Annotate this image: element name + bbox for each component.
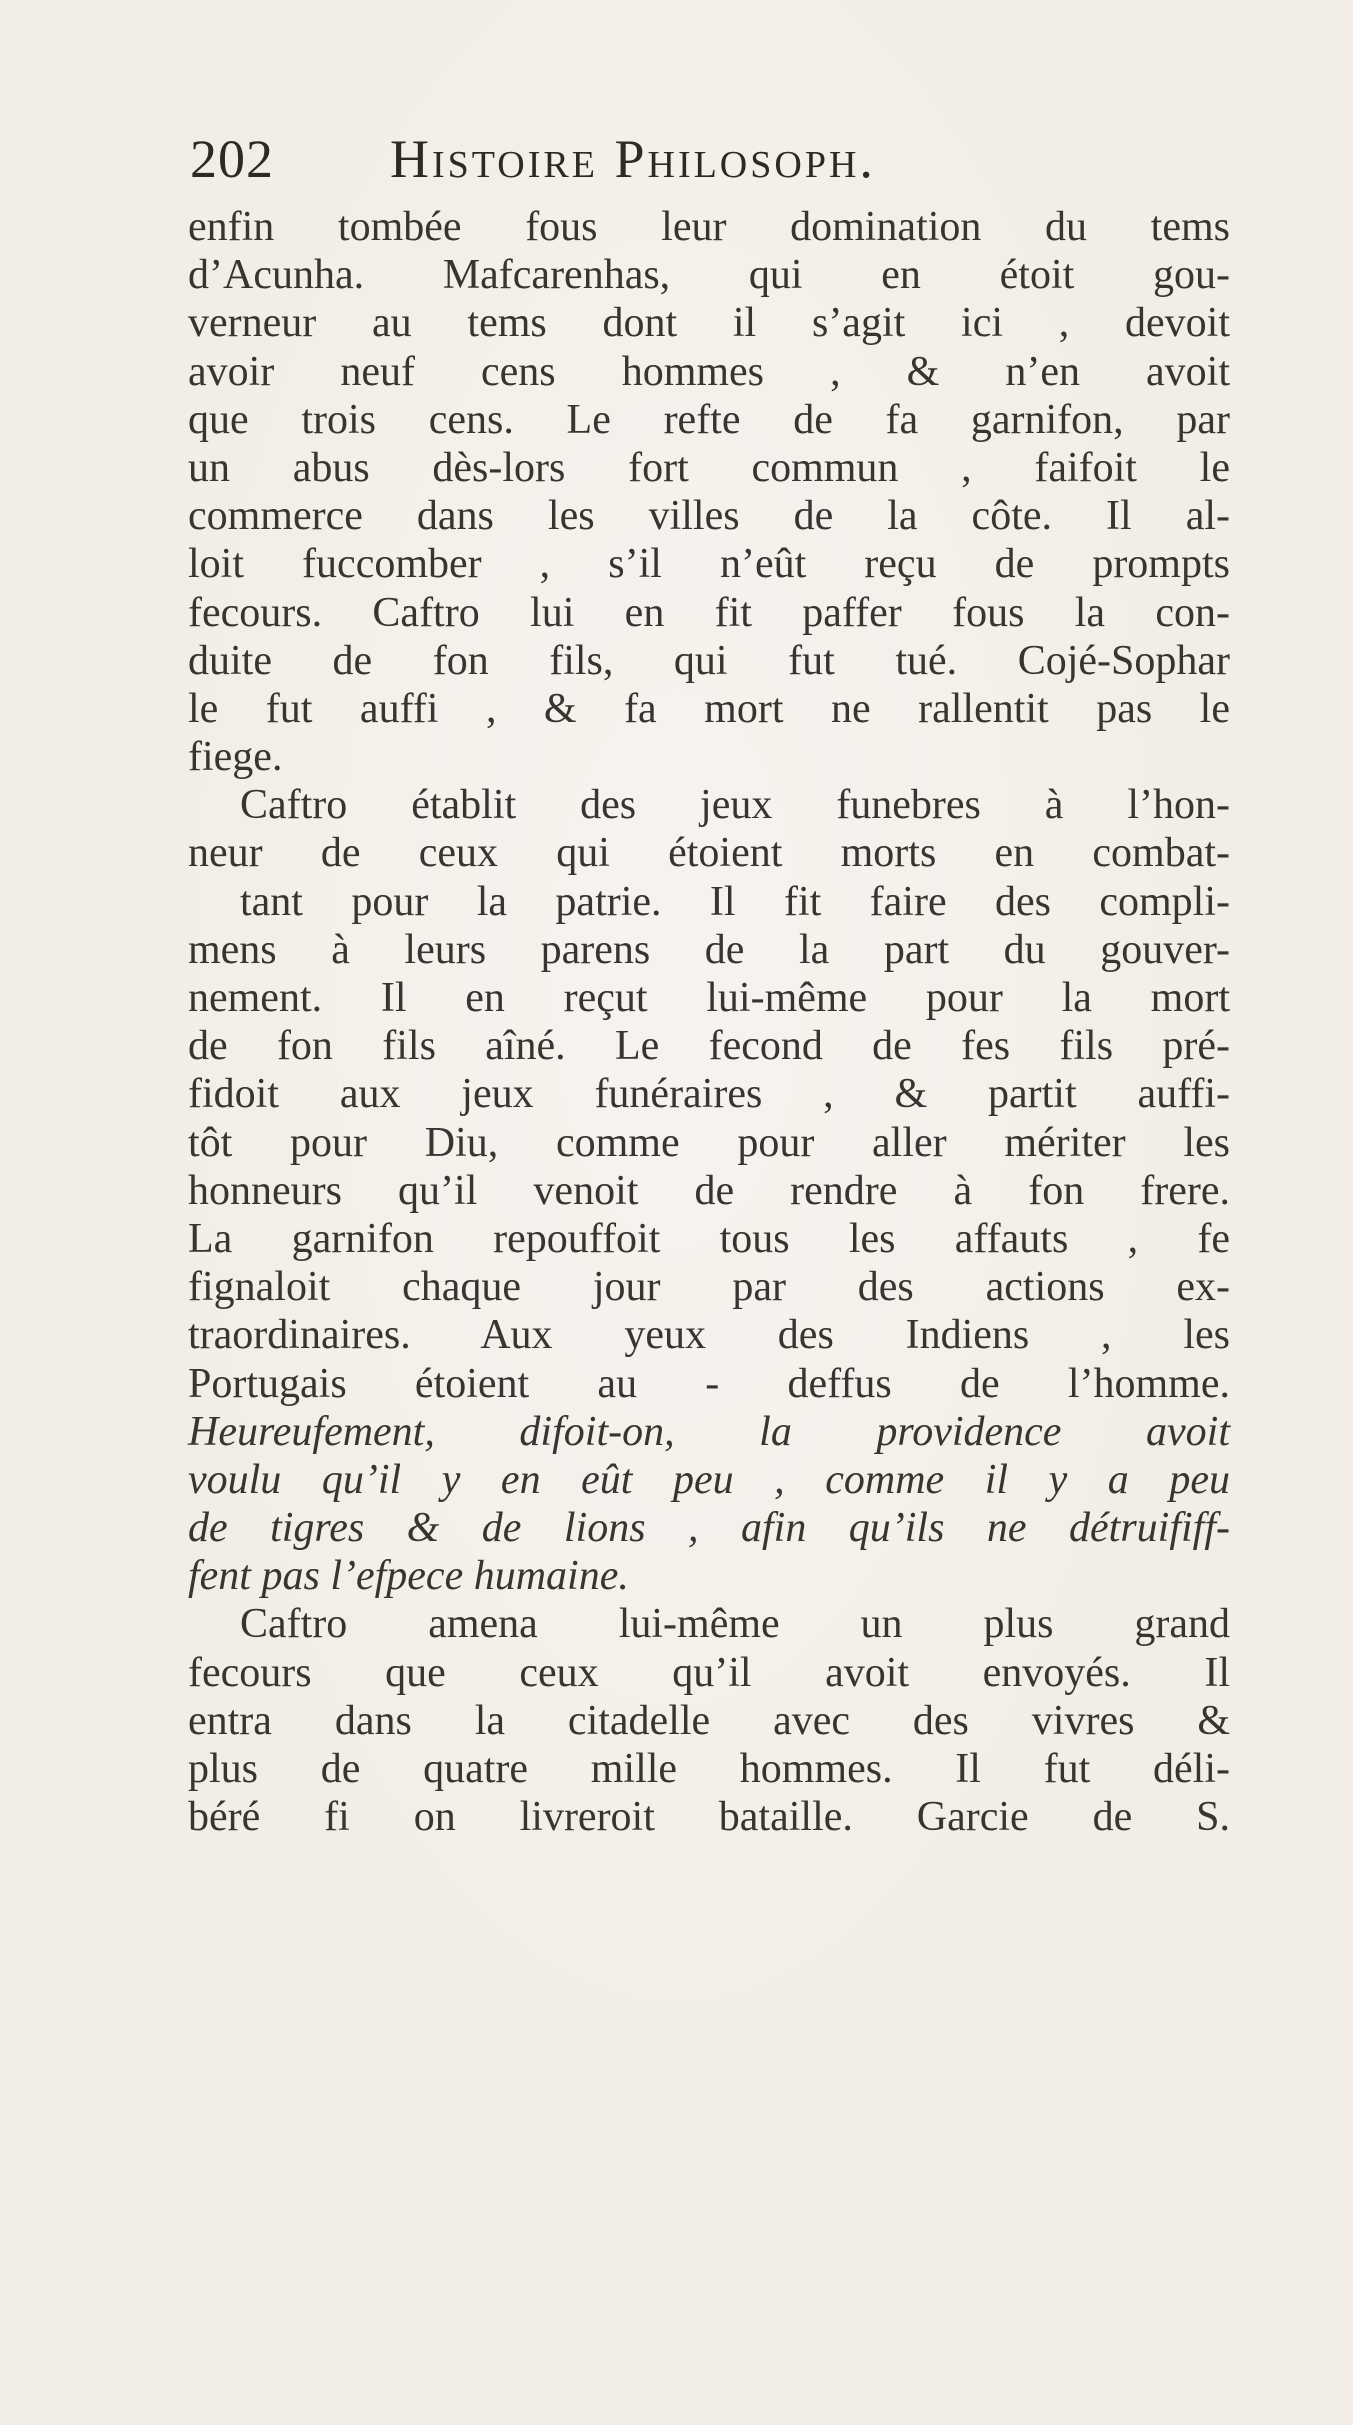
italic-quote-line: fent pas l’efpece humaine. [188,1553,629,1600]
italic-quote-line: Heureufement, difoit-on, la providence avoit [188,1408,1230,1455]
text-line: fignaloit chaque jour par des actions ex- [188,1264,1230,1311]
text-line: fecours. Caftro lui en fit paffer fous la con- [188,589,1230,636]
text-line: entra dans la citadelle avec des vivres & [188,1697,1230,1744]
paragraph-start-line: Caftro établit des jeux funebres à l’hon- [240,782,1230,829]
text-line: tant pour la patrie. Il fit faire des compli- [240,878,1230,925]
text-line: fecours que ceux qu’il avoit envoyés. Il [188,1649,1230,1696]
text-line: mens à leurs parens de la part du gouver- [188,926,1230,973]
paragraph-start-line: Caftro amena lui-même un plus grand [240,1601,1230,1648]
text-line: tôt pour Diu, comme pour aller mériter les [188,1119,1230,1166]
text-line: béré fi on livreroit bataille. Garcie de S. [188,1794,1230,1841]
text-line: loit fuccomber , s’il n’eût reçu de prompts [188,541,1230,588]
text-line: avoir neuf cens hommes , & n’en avoit [188,348,1230,395]
text-line: un abus dès-lors fort commun , faifoit le [188,444,1230,491]
text-line: traordinaires. Aux yeux des Indiens , les [188,1312,1230,1359]
page-header [190,128,1190,192]
text-line: Portugais étoient au - deffus de l’homme. [188,1360,1230,1407]
text-line: fidoit aux jeux funéraires , & partit auffi- [188,1071,1230,1118]
body-text [188,203,1230,1841]
running-title: Histoire Philosoph. [390,129,876,189]
text-line: enfin tombée fous leur domination du tems [188,204,1230,250]
text-line: plus de quatre mille hommes. Il fut déli- [188,1746,1230,1792]
text-line: neur de ceux qui étoient morts en combat- [188,830,1230,877]
text-line: commerce dans les villes de la côte. Il al- [188,493,1230,540]
page-number: 202 [190,129,274,189]
italic-quote-line: voulu qu’il y en eût peu , comme il y a peu [188,1456,1230,1503]
text-line: le fut auffi , & fa mort ne rallentit pas le [188,685,1230,732]
italic-quote-line: de tigres & de lions , afin qu’ils ne détruififf- [188,1505,1230,1552]
text-line: duite de fon fils, qui fut tué. Cojé-Sophar [188,637,1230,684]
text-line: nement. Il en reçut lui-même pour la mort [188,975,1230,1021]
text-line: que trois cens. Le refte de fa garnifon, par [188,396,1230,443]
text-line: de fon fils aîné. Le fecond de fes fils pré- [188,1023,1230,1070]
text-line: d’Acunha. Mafcarenhas, qui en étoit gou- [188,252,1230,299]
text-line: honneurs qu’il venoit de rendre à fon frere. [188,1167,1230,1214]
text-line: verneur au tems dont il s’agit ici , devoit [188,300,1230,347]
text-line: La garnifon repouffoit tous les affauts , fe [188,1215,1230,1262]
text-line: fiege. [188,734,283,781]
